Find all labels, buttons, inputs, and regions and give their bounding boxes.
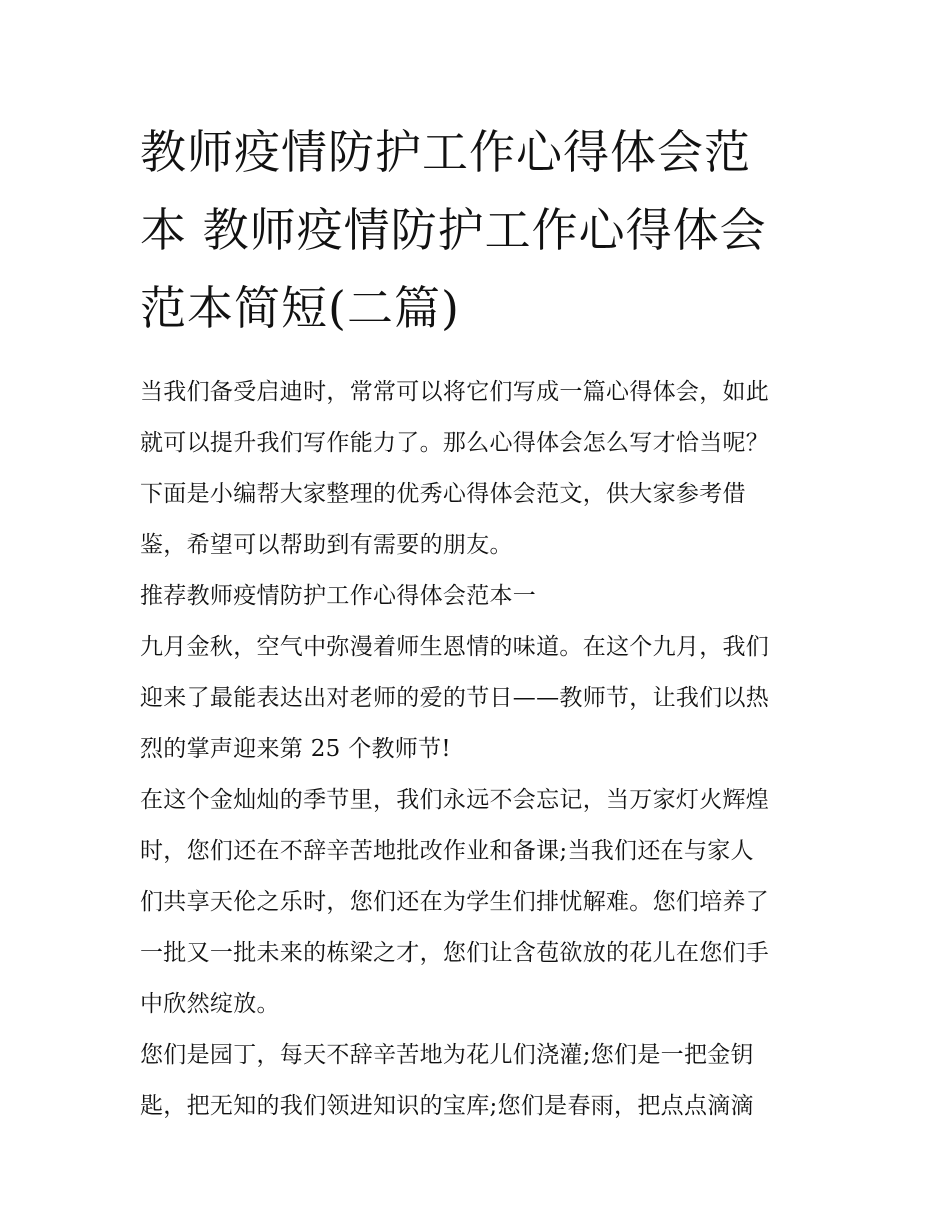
section-heading: 推荐教师疫情防护工作心得体会范本一 bbox=[140, 583, 537, 609]
intro-paragraph: 当我们备受启迪时，常常可以将它们写成一篇心得体会，如此 就可以提升我们写作能力了。那么心得体会怎么写才恰当呢？ 下面是小编帮大家整理的优秀心得体会范文，供大家参考借 鉴，希望可以帮助到有需要的朋友。 bbox=[140, 379, 770, 558]
body-paragraph: 九月金秋，空气中弥漫着师生恩情的味道。在这个九月，我们 迎来了最能表达出对老师的爱的节日——教师节，让我们以热 烈的掌声迎来第 25 个教师节! bbox=[140, 634, 770, 762]
body-paragraph: 在这个金灿灿的季节里，我们永远不会忘记，当万家灯火辉煌 时，您们还在不辞辛苦地批改作业和备课;当我们还在与家人 们共享天伦之乐时，您们还在为学生们排忧解难。您们培养了 一批又一批未来的栋梁之才，您们让含苞欲放的花儿在您们手 中欣然绽放。 bbox=[140, 787, 770, 1017]
document-body bbox=[140, 367, 820, 1132]
document-title: 教师疫情防护工作心得体会范 本 教师疫情防护工作心得体会 范本简短(二篇) bbox=[140, 125, 767, 335]
body-paragraph: 您们是园丁，每天不辞辛苦地为花儿们浇灌;您们是一把金钥 匙，把无知的我们领进知识的宝库;您们是春雨，把点点滴滴 bbox=[140, 1042, 754, 1119]
document-content bbox=[140, 113, 820, 1132]
